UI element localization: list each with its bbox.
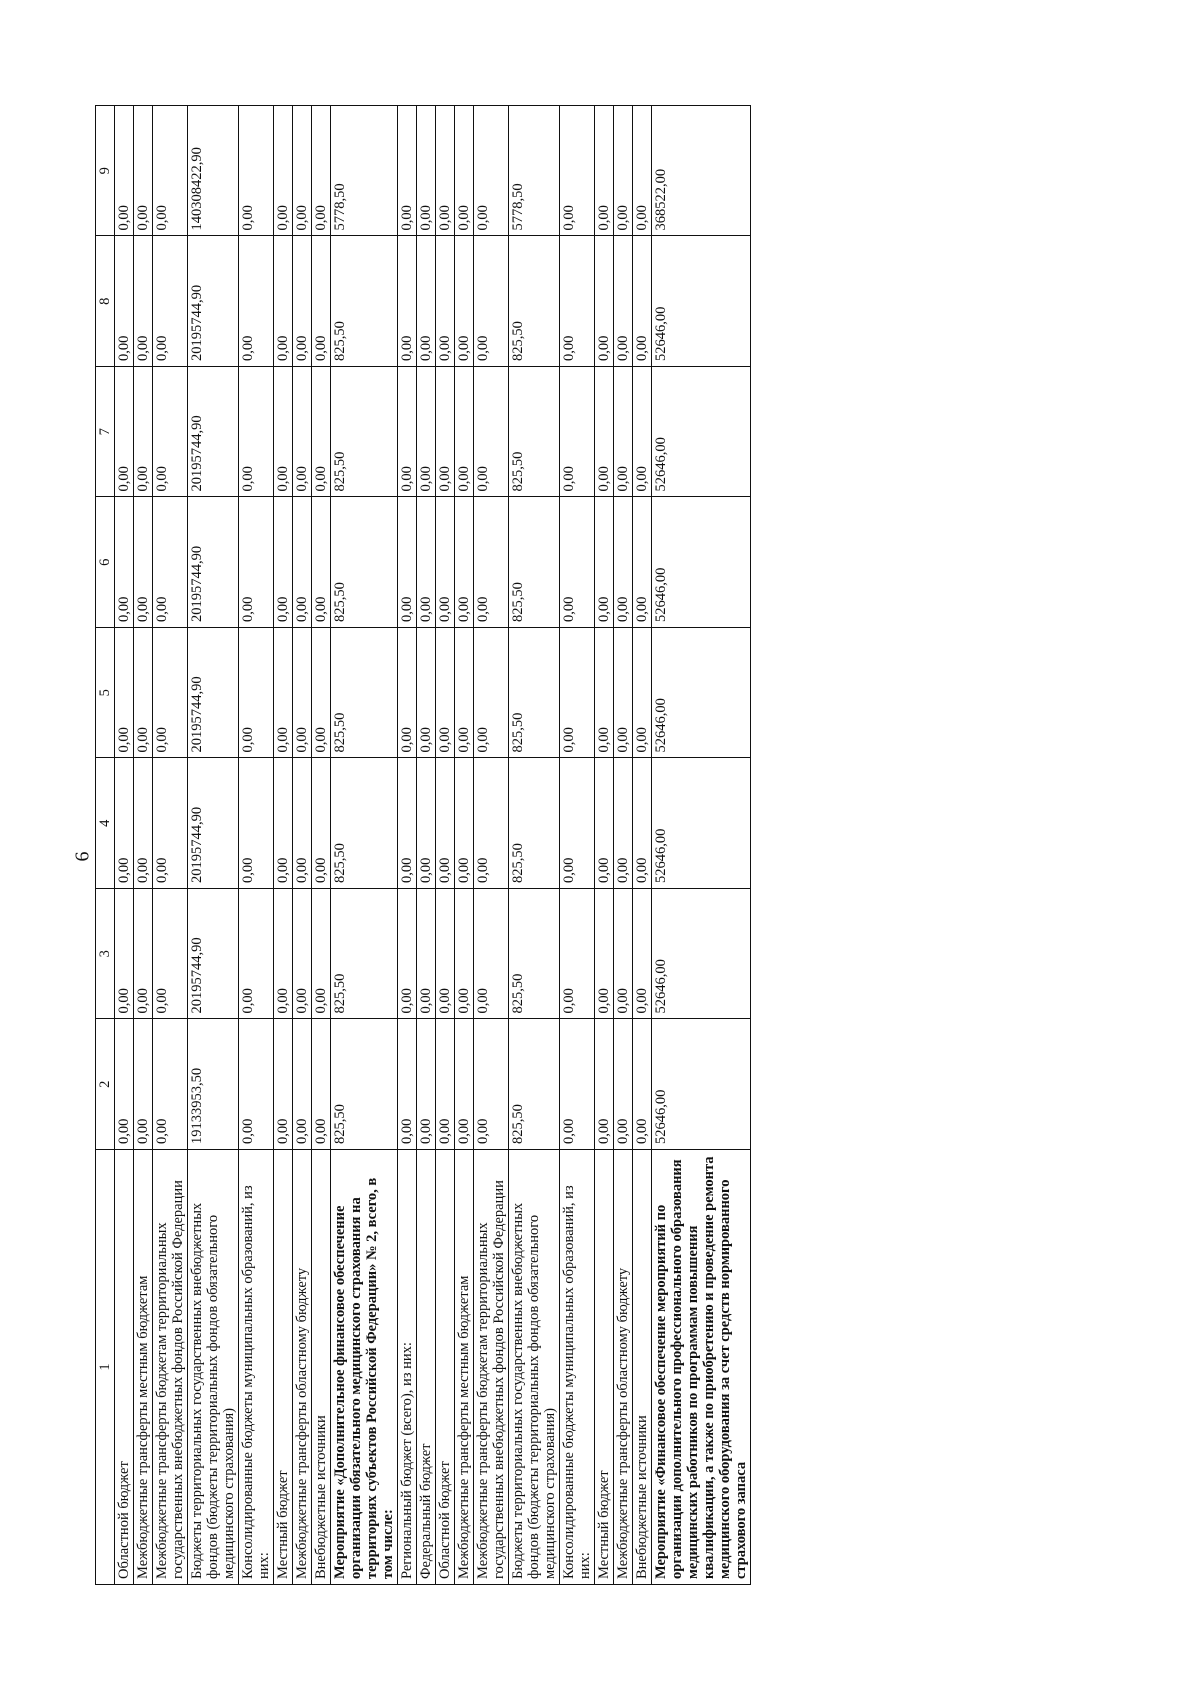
value-cell: 0,00 [153, 497, 188, 628]
table-row [331, 106, 398, 1585]
value-cell: 825,50 [509, 628, 560, 759]
value-cell: 0,00 [474, 628, 509, 759]
value-cell: 0,00 [614, 497, 633, 628]
value-cell: 0,00 [134, 758, 153, 889]
value-cell: 0,00 [474, 367, 509, 498]
table-row [293, 106, 312, 1585]
value-cell: 0,00 [134, 106, 153, 237]
value-cell: 0,00 [560, 236, 595, 367]
rotated-table-wrapper [95, 105, 1105, 1585]
row-label: Областной бюджет [115, 1150, 134, 1585]
value-cell: 0,00 [239, 497, 274, 628]
row-label: Федеральный бюджет [417, 1150, 436, 1585]
table-row [274, 106, 293, 1585]
row-label: Внебюджетные источники [312, 1150, 331, 1585]
row-label: Бюджеты территориальных государственных внебюджетных фондов (бюджеты территориальных фондов обязательного медицинского страхования) [509, 1150, 560, 1585]
value-cell: 0,00 [595, 628, 614, 759]
header-cell: 6 [96, 497, 115, 628]
table-row [652, 106, 751, 1585]
value-cell: 0,00 [398, 628, 417, 759]
table-row [312, 106, 331, 1585]
table-row [239, 106, 274, 1585]
value-cell: 0,00 [398, 367, 417, 498]
header-cell: 8 [96, 236, 115, 367]
value-cell: 52646,00 [652, 758, 751, 889]
table-row [560, 106, 595, 1585]
value-cell: 0,00 [398, 889, 417, 1020]
table-body [115, 106, 751, 1585]
value-cell: 0,00 [474, 106, 509, 237]
value-cell: 0,00 [134, 367, 153, 498]
value-cell: 825,50 [509, 1019, 560, 1150]
table-row [633, 106, 652, 1585]
value-cell: 825,50 [331, 236, 398, 367]
value-cell: 0,00 [239, 236, 274, 367]
value-cell: 5778,50 [331, 106, 398, 237]
value-cell: 0,00 [560, 628, 595, 759]
value-cell: 0,00 [115, 497, 134, 628]
value-cell: 0,00 [115, 236, 134, 367]
value-cell: 0,00 [239, 367, 274, 498]
value-cell: 0,00 [115, 106, 134, 237]
value-cell: 0,00 [455, 106, 474, 237]
value-cell: 0,00 [417, 367, 436, 498]
value-cell: 0,00 [455, 497, 474, 628]
value-cell: 0,00 [293, 758, 312, 889]
value-cell: 0,00 [595, 497, 614, 628]
row-label: Местный бюджет [595, 1150, 614, 1585]
value-cell: 0,00 [474, 497, 509, 628]
value-cell: 52646,00 [652, 628, 751, 759]
value-cell: 0,00 [436, 367, 455, 498]
value-cell: 0,00 [134, 889, 153, 1020]
value-cell: 0,00 [614, 1019, 633, 1150]
header-cell: 5 [96, 628, 115, 759]
value-cell: 0,00 [417, 628, 436, 759]
header-cell: 9 [96, 106, 115, 237]
value-cell: 0,00 [633, 497, 652, 628]
value-cell: 0,00 [293, 889, 312, 1020]
value-cell: 0,00 [312, 1019, 331, 1150]
value-cell: 0,00 [614, 367, 633, 498]
table-row [595, 106, 614, 1585]
value-cell: 825,50 [331, 758, 398, 889]
header-cell: 4 [96, 758, 115, 889]
value-cell: 0,00 [595, 106, 614, 237]
value-cell: 20195744,90 [188, 367, 239, 498]
value-cell: 0,00 [595, 889, 614, 1020]
value-cell: 0,00 [474, 758, 509, 889]
value-cell: 20195744,90 [188, 758, 239, 889]
value-cell: 825,50 [509, 367, 560, 498]
value-cell: 20195744,90 [188, 889, 239, 1020]
value-cell: 0,00 [239, 628, 274, 759]
value-cell: 825,50 [331, 628, 398, 759]
value-cell: 0,00 [474, 1019, 509, 1150]
value-cell: 0,00 [134, 497, 153, 628]
value-cell: 825,50 [509, 236, 560, 367]
value-cell: 0,00 [274, 628, 293, 759]
value-cell: 0,00 [153, 367, 188, 498]
value-cell: 0,00 [614, 758, 633, 889]
value-cell: 825,50 [509, 758, 560, 889]
value-cell: 0,00 [436, 758, 455, 889]
value-cell: 0,00 [312, 497, 331, 628]
table-row [509, 106, 560, 1585]
value-cell: 0,00 [115, 889, 134, 1020]
value-cell: 0,00 [614, 106, 633, 237]
value-cell: 368522,00 [652, 106, 751, 237]
value-cell: 20195744,90 [188, 497, 239, 628]
table-row [614, 106, 633, 1585]
table-row [398, 106, 417, 1585]
header-cell: 2 [96, 1019, 115, 1150]
value-cell: 52646,00 [652, 367, 751, 498]
budget-table [95, 105, 751, 1585]
value-cell: 0,00 [455, 1019, 474, 1150]
value-cell: 52646,00 [652, 497, 751, 628]
value-cell: 0,00 [436, 236, 455, 367]
value-cell: 0,00 [560, 106, 595, 237]
row-label: Внебюджетные источники [633, 1150, 652, 1585]
value-cell: 0,00 [312, 106, 331, 237]
value-cell: 0,00 [633, 758, 652, 889]
value-cell: 825,50 [509, 497, 560, 628]
value-cell: 0,00 [398, 106, 417, 237]
value-cell: 0,00 [417, 236, 436, 367]
value-cell: 0,00 [153, 1019, 188, 1150]
value-cell: 0,00 [455, 758, 474, 889]
value-cell: 0,00 [417, 1019, 436, 1150]
value-cell: 0,00 [614, 889, 633, 1020]
value-cell: 0,00 [312, 236, 331, 367]
value-cell: 20195744,90 [188, 628, 239, 759]
value-cell: 0,00 [436, 497, 455, 628]
row-label: Мероприятие «Дополнительное финансовое обеспечение организации обязательного медицинского страхования на территориях субъектов Российской Федерации» № 2, всего, в том числе: [331, 1150, 398, 1585]
value-cell: 20195744,90 [188, 236, 239, 367]
table-row [455, 106, 474, 1585]
value-cell: 0,00 [274, 236, 293, 367]
row-label: Местный бюджет [274, 1150, 293, 1585]
value-cell: 0,00 [115, 367, 134, 498]
header-cell: 7 [96, 367, 115, 498]
value-cell: 0,00 [455, 889, 474, 1020]
value-cell: 0,00 [633, 367, 652, 498]
value-cell: 0,00 [312, 367, 331, 498]
value-cell: 0,00 [134, 236, 153, 367]
value-cell: 0,00 [274, 497, 293, 628]
value-cell: 0,00 [560, 497, 595, 628]
value-cell: 0,00 [633, 889, 652, 1020]
value-cell: 0,00 [455, 628, 474, 759]
value-cell: 0,00 [115, 628, 134, 759]
row-label: Областной бюджет [436, 1150, 455, 1585]
value-cell: 52646,00 [652, 1019, 751, 1150]
value-cell: 0,00 [293, 628, 312, 759]
value-cell: 825,50 [331, 1019, 398, 1150]
value-cell: 0,00 [312, 889, 331, 1020]
value-cell: 52646,00 [652, 236, 751, 367]
table-row [436, 106, 455, 1585]
value-cell: 0,00 [153, 236, 188, 367]
value-cell: 0,00 [633, 106, 652, 237]
value-cell: 0,00 [398, 236, 417, 367]
value-cell: 0,00 [595, 367, 614, 498]
row-label: Региональный бюджет (всего), из них: [398, 1150, 417, 1585]
value-cell: 0,00 [239, 106, 274, 237]
value-cell: 0,00 [560, 367, 595, 498]
table-row [188, 106, 239, 1585]
value-cell: 0,00 [595, 1019, 614, 1150]
value-cell: 0,00 [293, 367, 312, 498]
value-cell: 0,00 [274, 1019, 293, 1150]
value-cell: 0,00 [595, 236, 614, 367]
value-cell: 825,50 [509, 889, 560, 1020]
row-label: Межбюджетные трансферты областному бюджету [614, 1150, 633, 1585]
value-cell: 0,00 [560, 758, 595, 889]
row-label: Межбюджетные трансферты местным бюджетам [455, 1150, 474, 1585]
value-cell: 0,00 [115, 1019, 134, 1150]
row-label: Консолидированные бюджеты муниципальных образований, из них: [239, 1150, 274, 1585]
value-cell: 0,00 [417, 106, 436, 237]
value-cell: 0,00 [560, 1019, 595, 1150]
value-cell: 0,00 [455, 236, 474, 367]
header-cell: 3 [96, 889, 115, 1020]
value-cell: 0,00 [417, 889, 436, 1020]
value-cell: 825,50 [331, 889, 398, 1020]
value-cell: 0,00 [417, 758, 436, 889]
value-cell: 0,00 [134, 628, 153, 759]
value-cell: 825,50 [331, 367, 398, 498]
value-cell: 0,00 [614, 236, 633, 367]
value-cell: 0,00 [436, 106, 455, 237]
value-cell: 0,00 [455, 367, 474, 498]
value-cell: 0,00 [274, 758, 293, 889]
value-cell: 0,00 [474, 236, 509, 367]
value-cell: 0,00 [239, 1019, 274, 1150]
value-cell: 0,00 [398, 1019, 417, 1150]
value-cell: 140308422,90 [188, 106, 239, 237]
row-label: Бюджеты территориальных государственных внебюджетных фондов (бюджеты территориальных фондов обязательного медицинского страхования) [188, 1150, 239, 1585]
value-cell: 0,00 [293, 236, 312, 367]
value-cell: 0,00 [274, 367, 293, 498]
table-row [115, 106, 134, 1585]
value-cell: 0,00 [293, 497, 312, 628]
value-cell: 0,00 [239, 889, 274, 1020]
table-row [134, 106, 153, 1585]
header-cell: 1 [96, 1150, 115, 1585]
table-row [417, 106, 436, 1585]
value-cell: 0,00 [312, 628, 331, 759]
value-cell: 5778,50 [509, 106, 560, 237]
value-cell: 0,00 [633, 1019, 652, 1150]
row-label: Межбюджетные трансферты бюджетам территориальных государственных внебюджетных фондов Российской Федерации [153, 1150, 188, 1585]
value-cell: 0,00 [417, 497, 436, 628]
value-cell: 0,00 [633, 236, 652, 367]
row-label: Мероприятие «Финансовое обеспечение мероприятий по организации дополнительного профессионального образования медицинских работников по программам повышения квалификации, а также по приобретению и проведение ремонта медицинского оборудования за счет средств нормированного страхового запаса [652, 1150, 751, 1585]
value-cell: 0,00 [293, 1019, 312, 1150]
value-cell: 52646,00 [652, 889, 751, 1020]
value-cell: 0,00 [153, 628, 188, 759]
value-cell: 0,00 [633, 628, 652, 759]
row-label: Межбюджетные трансферты бюджетам территориальных государственных внебюджетных фондов Российской Федерации [474, 1150, 509, 1585]
value-cell: 0,00 [398, 758, 417, 889]
value-cell: 0,00 [398, 497, 417, 628]
value-cell: 0,00 [614, 628, 633, 759]
value-cell: 0,00 [274, 106, 293, 237]
header-row [96, 106, 115, 1585]
value-cell: 19133953,50 [188, 1019, 239, 1150]
value-cell: 0,00 [474, 889, 509, 1020]
value-cell: 0,00 [436, 889, 455, 1020]
value-cell: 0,00 [293, 106, 312, 237]
value-cell: 0,00 [560, 889, 595, 1020]
value-cell: 0,00 [115, 758, 134, 889]
value-cell: 0,00 [153, 106, 188, 237]
table-row [153, 106, 188, 1585]
value-cell: 825,50 [331, 497, 398, 628]
value-cell: 0,00 [436, 1019, 455, 1150]
value-cell: 0,00 [312, 758, 331, 889]
value-cell: 0,00 [595, 758, 614, 889]
value-cell: 0,00 [153, 889, 188, 1020]
value-cell: 0,00 [239, 758, 274, 889]
row-label: Консолидированные бюджеты муниципальных образований, из них: [560, 1150, 595, 1585]
table-row [474, 106, 509, 1585]
value-cell: 0,00 [436, 628, 455, 759]
row-label: Межбюджетные трансферты областному бюджету [293, 1150, 312, 1585]
row-label: Межбюджетные трансферты местным бюджетам [134, 1150, 153, 1585]
value-cell: 0,00 [274, 889, 293, 1020]
value-cell: 0,00 [153, 758, 188, 889]
value-cell: 0,00 [134, 1019, 153, 1150]
page-number: 6 [71, 851, 94, 862]
